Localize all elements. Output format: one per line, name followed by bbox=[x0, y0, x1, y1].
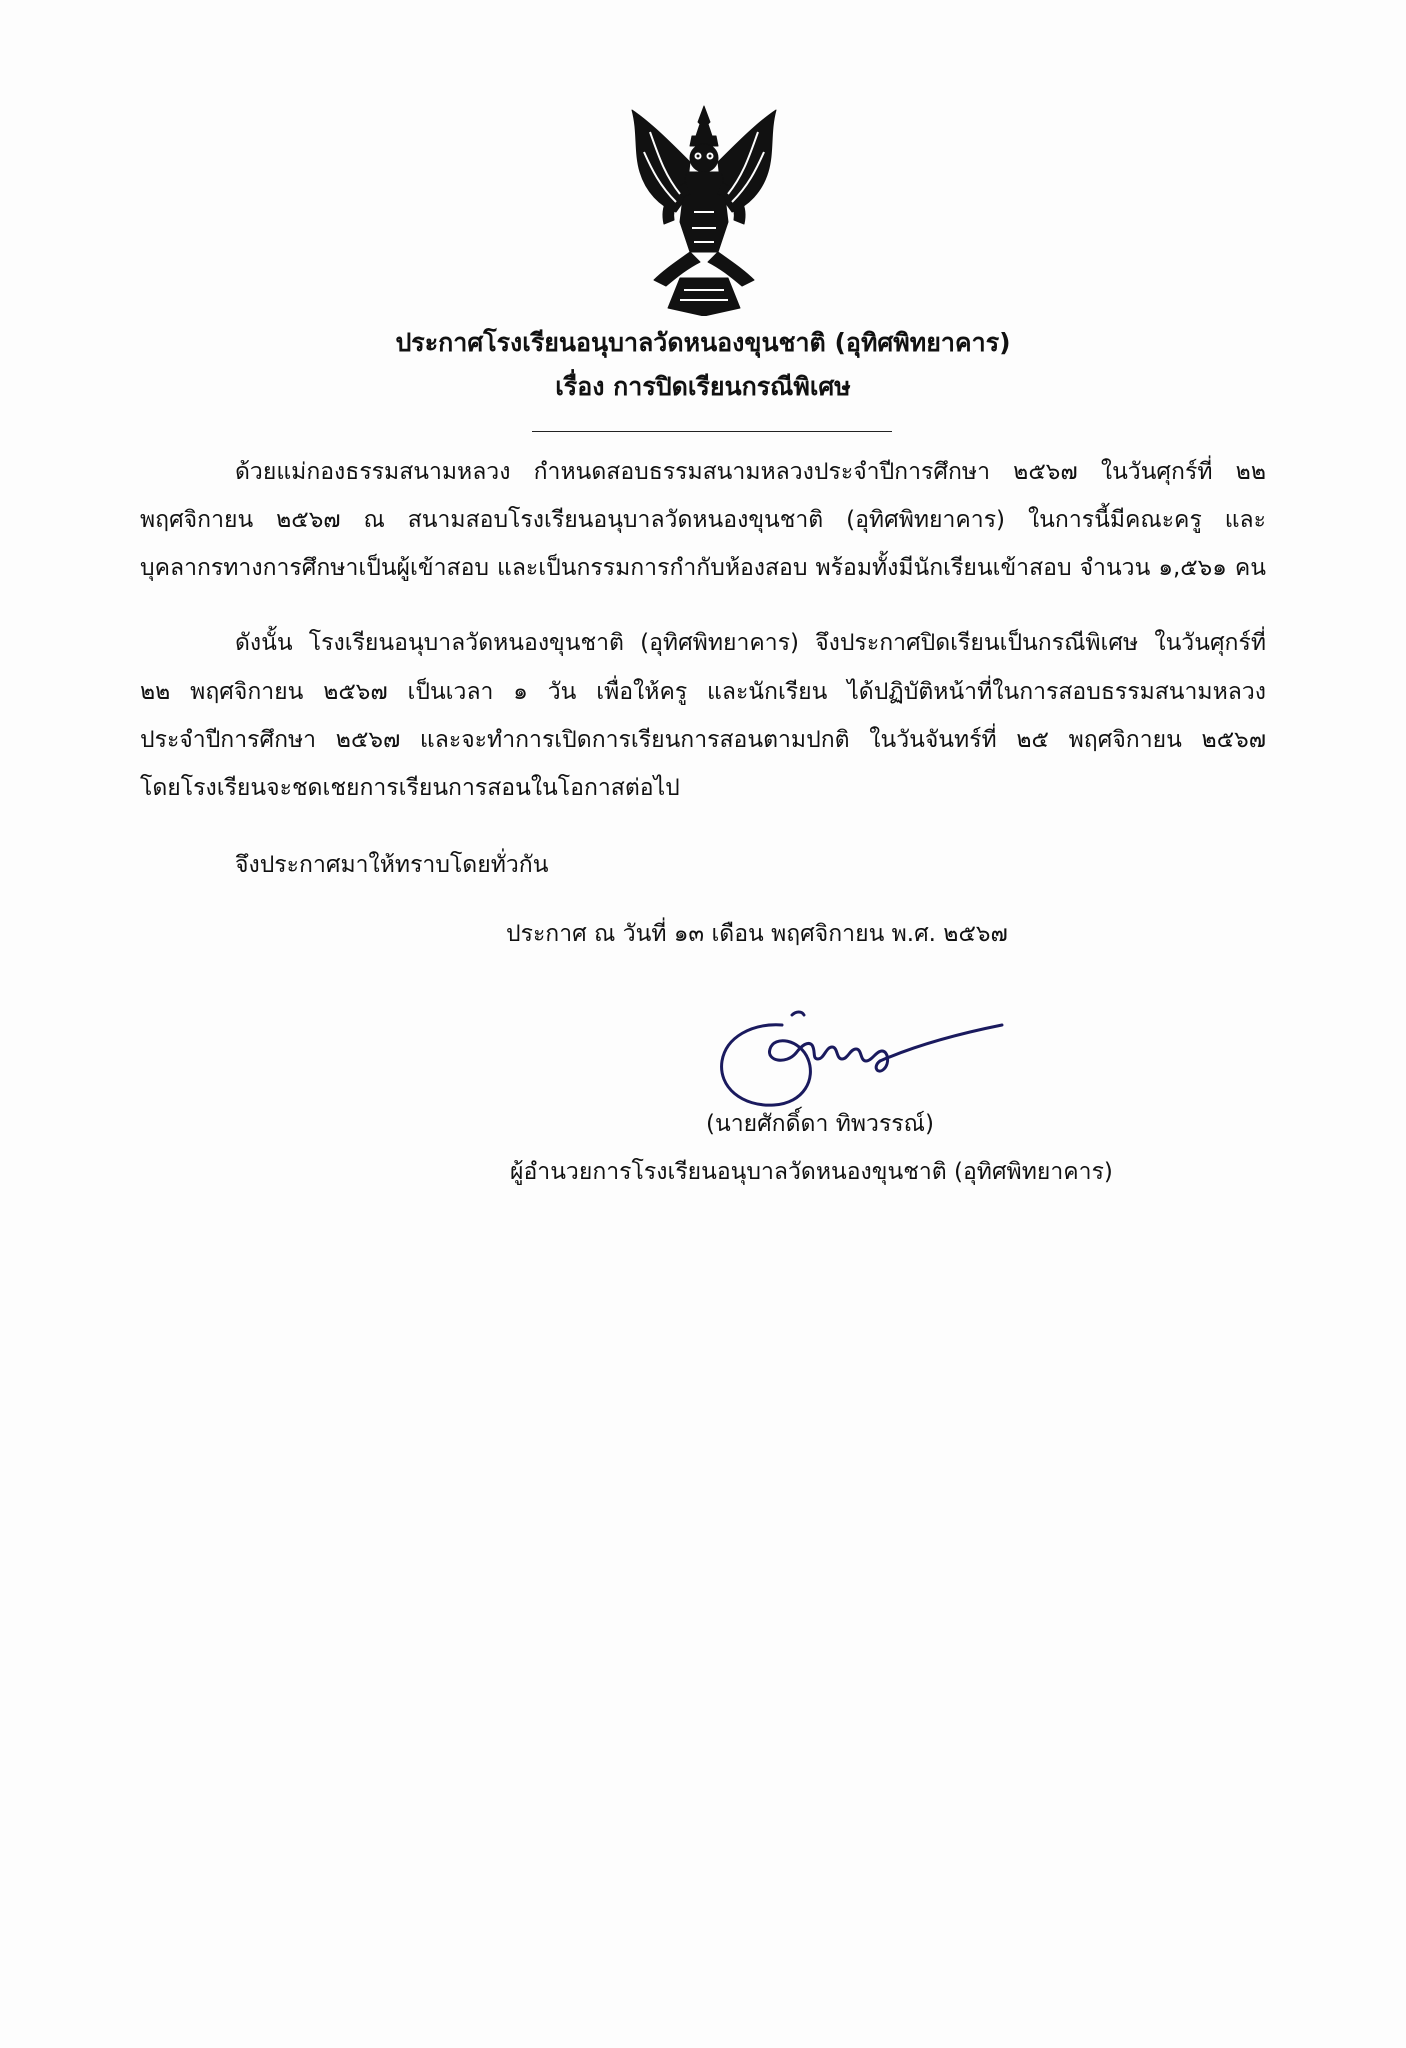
signer-position: ผู้อำนวยการโรงเรียนอนุบาลวัดหนองขุนชาติ (อุทิศพิทยาคาร) bbox=[510, 1159, 1113, 1185]
announcement-title: ประกาศโรงเรียนอนุบาลวัดหนองขุนชาติ (อุทิศพิทยาคาร) bbox=[395, 328, 1011, 357]
closing-statement: จึงประกาศมาให้ทราบโดยทั่วกัน bbox=[235, 852, 549, 878]
paragraph-2-line-2: ๒๒ พฤศจิกายน ๒๕๖๗ เป็นเวลา ๑ วัน เพื่อให้ครู และนักเรียน ได้ปฏิบัติหน้าที่ในการสอบธรรมสนามหลวง bbox=[140, 679, 1266, 705]
signer-name: (นายศักดิ์ดา ทิพวรรณ์) bbox=[706, 1111, 934, 1137]
paragraph-2-line-4: โดยโรงเรียนจะชดเชยการเรียนการสอนในโอกาสต่อไป bbox=[140, 775, 680, 801]
handwritten-signature bbox=[712, 1005, 1012, 1125]
paragraph-2-line-1: ดังนั้น โรงเรียนอนุบาลวัดหนองขุนชาติ (อุทิศพิทยาคาร) จึงประกาศปิดเรียนเป็นกรณีพิเศษ ในวันศุกร์ที่ bbox=[235, 630, 1266, 656]
paragraph-1-line-1: ด้วยแม่กองธรรมสนามหลวง กำหนดสอบธรรมสนามหลวงประจำปีการศึกษา ๒๕๖๗ ในวันศุกร์ที่ ๒๒ bbox=[235, 459, 1266, 485]
title-divider bbox=[532, 431, 892, 432]
announcement-subject: เรื่อง การปิดเรียนกรณีพิเศษ bbox=[555, 372, 851, 401]
garuda-emblem-icon bbox=[620, 102, 788, 316]
paragraph-1-line-3: บุคลากรทางการศึกษาเป็นผู้เข้าสอบ และเป็นกรรมการกำกับห้องสอบ พร้อมทั้งมีนักเรียนเข้าสอบ จำนวน ๑,๕๖๑ คน bbox=[140, 555, 1266, 581]
paragraph-2-line-3: ประจำปีการศึกษา ๒๕๖๗ และจะทำการเปิดการเรียนการสอนตามปกติ ในวันจันทร์ที่ ๒๕ พฤศจิกายน ๒๕๖๗ bbox=[140, 727, 1266, 753]
announcement-date: ประกาศ ณ วันที่ ๑๓ เดือน พฤศจิกายน พ.ศ. ๒๕๖๗ bbox=[506, 921, 1008, 947]
paragraph-1-line-2: พฤศจิกายน ๒๕๖๗ ณ สนามสอบโรงเรียนอนุบาลวัดหนองขุนชาติ (อุทิศพิทยาคาร) ในการนี้มีคณะครู และ bbox=[140, 507, 1266, 533]
